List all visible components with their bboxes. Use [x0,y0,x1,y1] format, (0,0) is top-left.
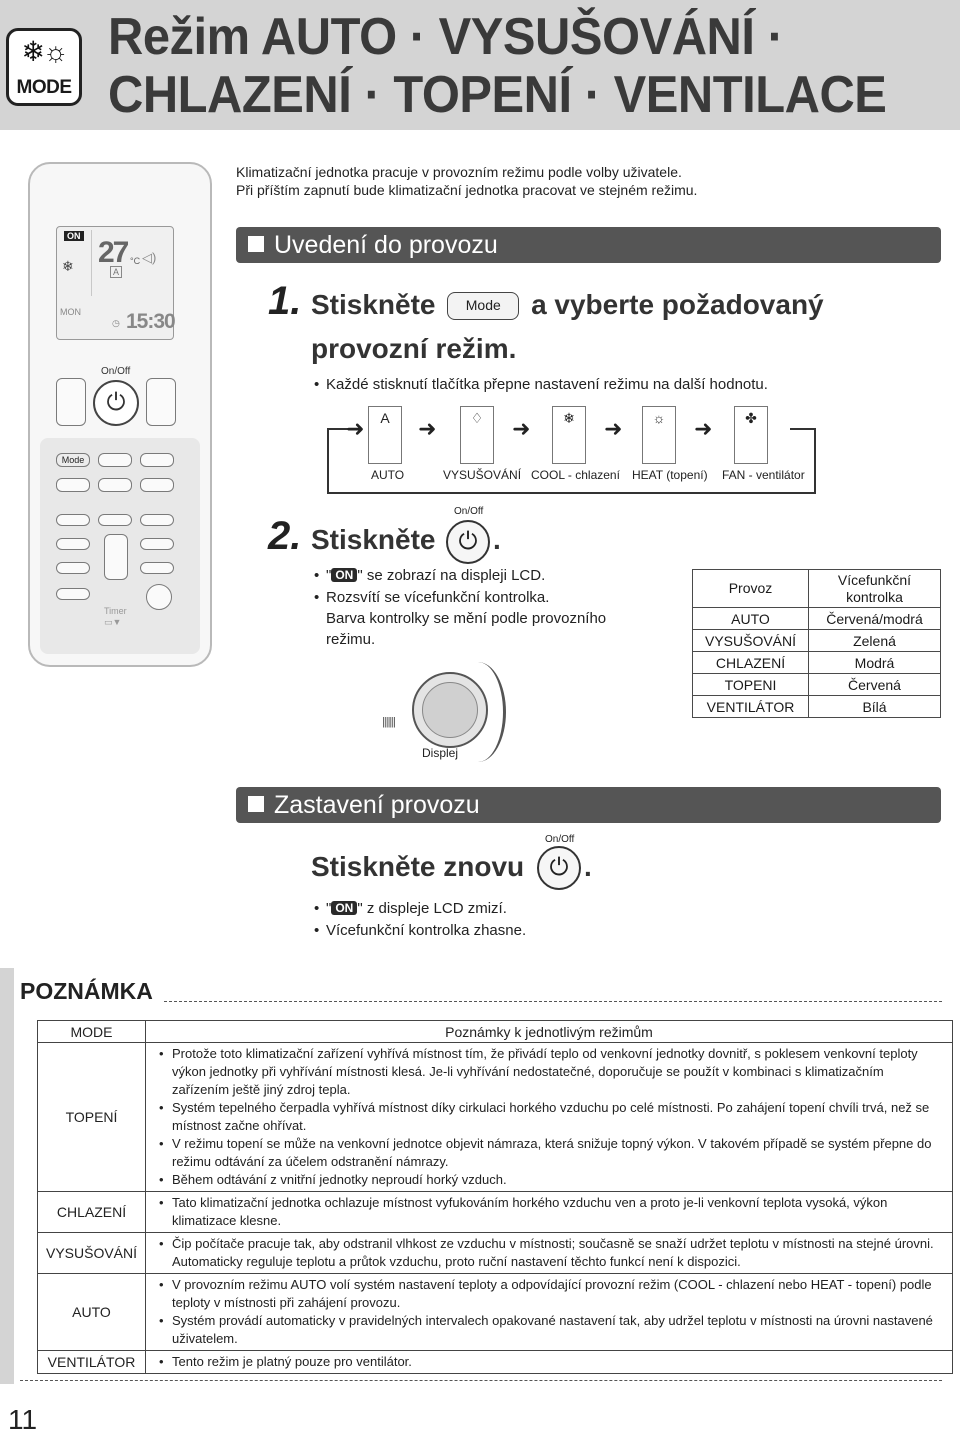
step2-number: 2. [268,514,302,558]
step2-bullet-cont: režimu. [326,631,376,648]
step2-bullet: • Rozsvítí se vícefunkční kontrolka. [314,589,550,606]
list-item: • Systém provádí automaticky v pravidelných intervalech opakované nastavení tak, aby udržel teplotu v místnosti na úrovni nastavené uživatelem. [146,1312,942,1348]
arrow-right-icon: ➜ [604,416,623,441]
lcd-time: 15:30 [126,310,175,333]
lcd-unit: °C [130,256,141,266]
list-item: • V režimu topení se může na venkovní jednotce objevit námraza, která snižuje topný výkon. V takovém případě se systém přepne do režimu odtávání za účelem odstranění námrazy. [146,1135,942,1171]
onoff-button[interactable] [446,520,490,564]
remote-button[interactable] [56,588,90,600]
bottom-divider [20,1380,942,1381]
timer-arrow-icon: ▭▼ [104,617,122,627]
list-item: • V provozním režimu AUTO volí systém nastavení teploty a odpovídající provozní režim (COOL - chlazení nebo HEAT - topení) podle teploty v místnosti při zahájení provozu. [146,1276,942,1312]
lcd-divider [91,230,92,296]
clock-icon: ◷ [112,318,120,328]
mode-badge-label: MODE [16,77,72,98]
table-row: CHLAZENÍ Modrá [693,652,941,674]
remote-button[interactable] [56,514,90,526]
remote-button[interactable] [56,538,90,550]
remote-power-button[interactable]: ⏻ [93,380,139,426]
remote-button[interactable] [140,538,174,550]
remote-timer-label: Timer [104,606,127,616]
remote-button[interactable] [140,453,174,467]
mode-fan-icon: ✤ [734,406,768,464]
lcd-on-indicator: ON [64,231,84,241]
stop-bullet: • " ON " z displeje LCD zmizí. [314,900,507,917]
mode-cell: AUTO [38,1274,146,1351]
snowflake-sun-icon: ❄☼ [21,36,67,67]
table-row [38,1043,953,1192]
list-item: • Čip počítače pracuje tak, aby odstranil vlhkost ze vzduchu v místnosti; současně se snaží udržet teplotu v místnosti na stejné úrovni. Automaticky reguluje teplotu a průtok vzduchu, proto ruční nastavení těchto funkcí není k dispozici. [146,1235,942,1271]
snowflake-icon: ❄ [62,258,74,274]
remote-button[interactable] [140,478,174,492]
table-row [38,1274,953,1351]
flow-line [327,428,329,494]
table-row: VYSUŠOVÁNÍ Zelená [693,630,941,652]
list-item: • Tento režim je platný pouze pro ventilátor. [146,1353,942,1371]
led-color-table [692,569,941,718]
table-row: VENTILÁTOR Bílá [693,696,941,718]
mode-label: AUTO [371,468,405,482]
mode-cell: CHLAZENÍ [38,1192,146,1233]
table-row: TOPENI Červená [693,674,941,696]
mode-label: FAN - ventilátor [722,468,805,482]
remote-onoff-label: On/Off [101,366,131,377]
remote-button[interactable] [98,514,132,526]
table-header: MODE [38,1021,146,1043]
step1-bullet: • Každé stisknutí tlačítka přepne nastavení režimu na další hodnotu. [314,376,768,393]
step1-text-line2: provozní režim. [311,333,517,364]
stop-bullet: • Vícefunkční kontrolka zhasne. [314,922,527,939]
step2-bullet: • " ON " se zobrazí na displeji LCD. [314,567,546,584]
note-table [37,1020,953,1374]
table-row [38,1351,953,1374]
remote-button[interactable] [140,514,174,526]
table-row: AUTO Červená/modrá [693,608,941,630]
remote-button[interactable] [56,478,90,492]
table-header-row [693,570,941,608]
display-indicator-lens [422,682,478,738]
on-indicator-chip: ON [331,568,357,582]
intro-text: Klimatizační jednotka pracuje v provozním režimu podle volby uživatele. Při příštím zapnutí bude klimatizační jednotka pracovat ve stejném režimu. [236,164,698,198]
side-strip [0,968,14,1437]
square-bullet-icon [248,796,264,812]
arrow-right-icon: ➜ [512,416,531,441]
step1-number: 1. [268,279,302,323]
page-title: Režim AUTO · VYSUŠOVÁNÍ · CHLAZENÍ · TOPENÍ · VENTILACE [108,8,887,124]
lcd-temperature: 27 [98,236,128,269]
table-header: Provoz [693,570,809,608]
mode-dry-icon: ♢ [460,406,494,464]
mode-cool-icon: ❄ [552,406,586,464]
step2-dot: . [493,524,501,555]
table-header: Poznámky k jednotlivým režimům [146,1021,953,1043]
table-header: Vícefunkční kontrolka [809,570,941,608]
mode-label: COOL - chlazení [531,468,620,482]
display-ticks: ||||||| [382,716,396,728]
step2-text: Stiskněte [311,524,436,555]
onoff-button[interactable] [537,846,581,890]
list-item: • Tato klimatizační jednotka ochlazuje místnost vyfukováním horkého vzduchu ven a proto je-li venkovní teplota vysoká, výkon klimatizace klesne. [146,1194,942,1230]
remote-button[interactable] [140,562,174,574]
square-bullet-icon [248,236,264,252]
note-title: POZNÁMKA [20,978,153,1004]
onoff-label: On/Off [545,834,575,845]
flow-line [814,428,816,494]
arrow-right-icon: ➜ [694,416,713,441]
section-start-header: Uvedení do provozu [236,227,941,263]
mode-badge [6,28,82,106]
stop-dot: . [584,851,592,882]
power-icon: ⏻ [549,854,569,881]
flow-line [327,492,816,494]
remote-button[interactable] [56,562,90,574]
mode-cell: VENTILÁTOR [38,1351,146,1374]
mode-cell: TOPENÍ [38,1043,146,1192]
note-divider [164,1001,942,1002]
section-stop-header: Zastavení provozu [236,787,941,823]
stop-text: Stiskněte znovu [311,851,525,882]
list-item: • Protože toto klimatizační zařízení vyhřívá místnost tím, že přivádí teplo od venkovní jednotky dovnitř, s poklesem venkovní teploty výkon jednotky při vyhřívání místnosti klesá. Je-li vyhřívání nedostatečné, doporučuje se použít v kombinaci s klimatizačním zařízením ještě jiný zdroj tepla. [146,1045,942,1099]
step1-text: Stiskněte Mode a vyberte požadovaný [311,289,824,320]
remote-button[interactable] [104,534,128,580]
remote-temp-up-button[interactable] [146,378,176,426]
table-row [38,1192,953,1233]
display-label: Displej [422,746,459,760]
arrow-right-icon: ➜ [418,416,437,441]
mode-label: HEAT (topení) [632,468,708,482]
remote-round-button[interactable] [146,584,172,610]
step2-bullet-cont: Barva kontrolky se mění podle provozního [326,610,607,627]
remote-mode-button[interactable]: Mode [56,453,90,467]
list-item: • Během odtávání z vnitřní jednotky neproudí horký vzduch. [146,1171,942,1189]
mode-cell: VYSUŠOVÁNÍ [38,1233,146,1274]
lcd-auto-indicator: A [110,266,122,278]
speaker-icon: ◁) [142,250,157,265]
arrow-right-icon: ➜ [346,416,365,441]
remote-button[interactable] [98,478,132,492]
mode-heat-icon: ☼ [642,406,676,464]
on-indicator-chip: ON [331,901,357,915]
remote-button[interactable] [98,453,132,467]
power-icon: ⏻ [458,528,478,555]
list-item: • Systém tepelného čerpadla vyhřívá místnost díky cirkulaci horkého vzduchu po celé místnosti. Po zahájení topení chvíli trvá, než se místnost začne ohřívat. [146,1099,942,1135]
onoff-label: On/Off [454,506,484,517]
lcd-day: MON [60,307,81,317]
mode-label: VYSUŠOVÁNÍ [443,468,522,482]
mode-auto-icon: A [368,406,402,464]
mode-button[interactable]: Mode [447,292,519,320]
table-header-row [38,1021,953,1043]
flow-line [790,428,816,430]
table-row [38,1233,953,1274]
remote-temp-down-button[interactable] [56,378,86,426]
page-number: 11 [8,1404,38,1435]
